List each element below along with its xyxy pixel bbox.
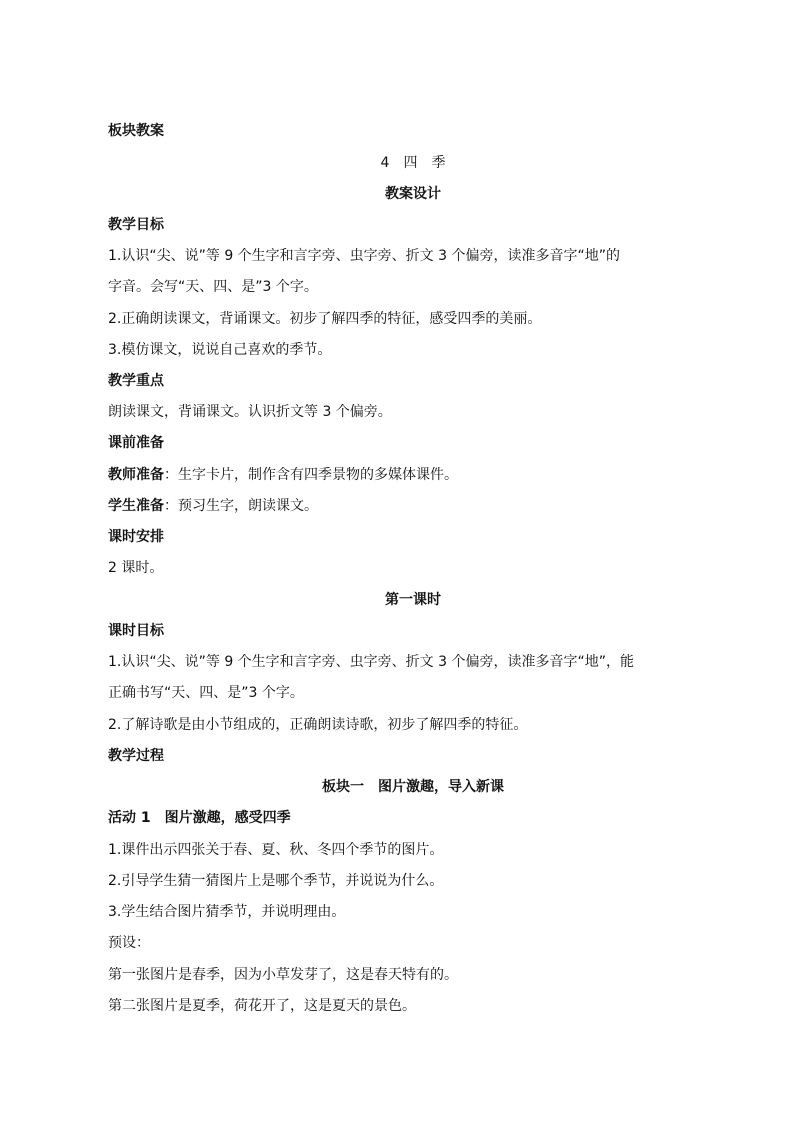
lesson-goal-1-line-2: 正确书写“天、四、是”3 个字。 <box>108 685 304 701</box>
activity-1-title: 活动 1 图片激趣，感受四季 <box>108 810 291 826</box>
prep-teacher-text: ：生字卡片，制作含有四季景物的多媒体课件。 <box>164 467 458 483</box>
prep-teacher <box>108 466 718 484</box>
goal-1-line-2: 字音。会写“天、四、是”3 个字。 <box>108 279 318 295</box>
goal-1-line-1: 1.认识“尖、说”等 9 个生字和言字旁、虫字旁、折文 3 个偏旁，读准多音字“地”的 <box>108 248 620 264</box>
document-header: 板块教案 <box>108 123 164 139</box>
prep-student <box>108 497 718 515</box>
preset-label: 预设： <box>108 935 150 951</box>
schedule-text: 2 课时。 <box>108 560 164 576</box>
prep-heading: 课前准备 <box>108 435 164 451</box>
step-2: 2.引导学生猜一猜图片上是哪个季节，并说说为什么。 <box>108 873 444 889</box>
lesson-goal-1-line-1: 1.认识“尖、说”等 9 个生字和言字旁、虫字旁、折文 3 个偏旁，读准多音字“地”，能 <box>108 654 634 670</box>
lesson-goal-2: 2.了解诗歌是由小节组成的，正确朗读诗歌，初步了解四季的特征。 <box>108 717 528 733</box>
prep-student-label: 学生准备 <box>108 498 164 514</box>
block-1-title: 板块一 图片激趣，导入新课 <box>322 779 504 795</box>
goal-3: 3.模仿课文，说说自己喜欢的季节。 <box>108 342 332 358</box>
schedule-heading: 课时安排 <box>108 529 164 545</box>
goals-heading: 教学目标 <box>108 217 164 233</box>
lesson-title: 4 四 季 <box>380 155 446 171</box>
process-heading: 教学过程 <box>108 748 164 764</box>
section-title: 教案设计 <box>385 186 441 202</box>
first-lesson-title: 第一课时 <box>385 592 441 608</box>
prep-student-text: ：预习生字，朗读课文。 <box>164 498 318 514</box>
step-1: 1.课件出示四张关于春、夏、秋、冬四个季节的图片。 <box>108 842 444 858</box>
preset-1: 第一张图片是春季，因为小草发芽了，这是春天特有的。 <box>108 967 458 983</box>
prep-teacher-label: 教师准备 <box>108 467 164 483</box>
goal-2: 2.正确朗读课文，背诵课文。初步了解四季的特征，感受四季的美丽。 <box>108 311 542 327</box>
key-heading: 教学重点 <box>108 373 164 389</box>
preset-2: 第二张图片是夏季，荷花开了，这是夏天的景色。 <box>108 998 416 1014</box>
step-3: 3.学生结合图片猜季节，并说明理由。 <box>108 904 346 920</box>
key-text: 朗读课文，背诵课文。认识折文等 3 个偏旁。 <box>108 404 392 420</box>
lesson-goals-heading: 课时目标 <box>108 623 164 639</box>
